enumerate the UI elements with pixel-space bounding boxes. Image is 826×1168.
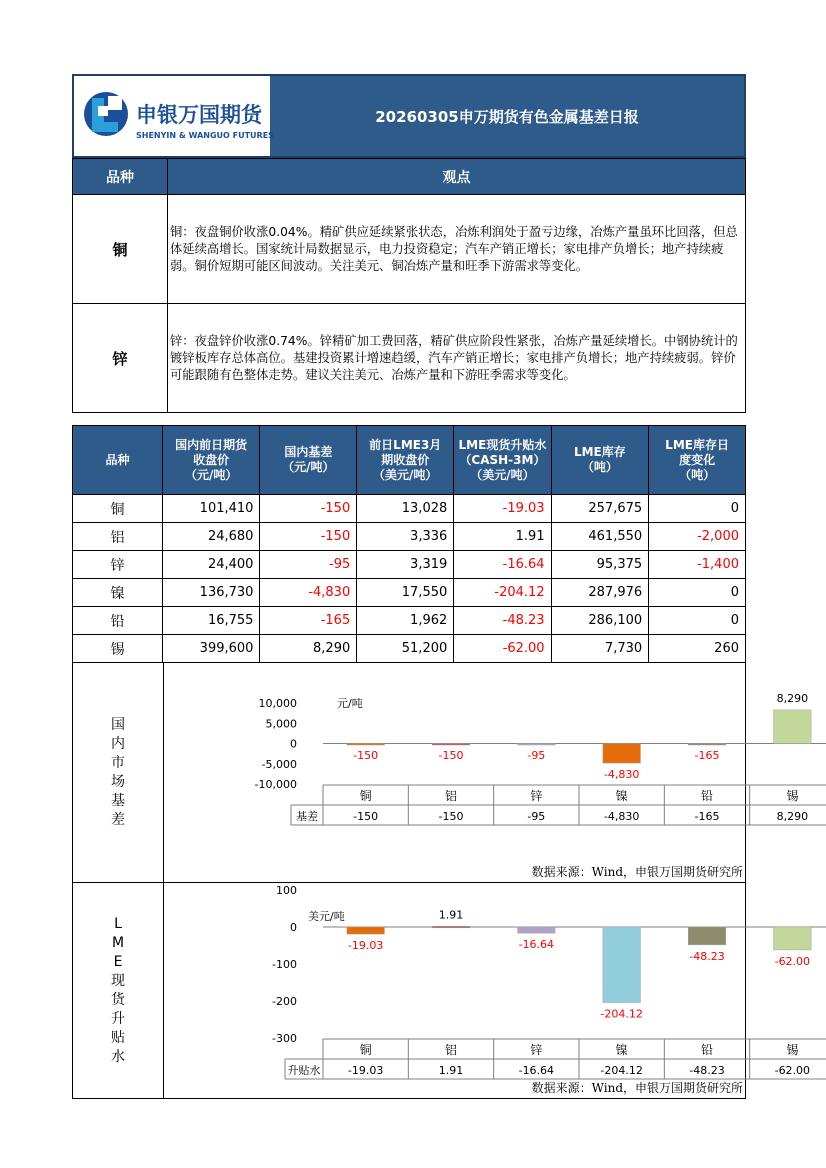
variety-cell: 镍: [73, 579, 163, 607]
spread-cell: -19.03: [454, 495, 551, 523]
domestic-basis-chart: [164, 663, 809, 883]
y-tick-label: -10,000: [254, 778, 297, 791]
category-label: 镍: [615, 789, 628, 803]
data-source-note: 数据来源：Wind，申银万国期货研究所: [531, 865, 743, 879]
views-text: 铜：夜盘铜价收涨0.04%。精矿供应延续紧张状态，冶炼利润处于盈亏边缘，冶炼产量虽环比回落，但总体延续高增长。国家统计局数据显示，电力投资稳定；汽车产销正增长；家电排产负增长；地产持续疲弱。铜价短期可能区间波动。关注美元、铜冶炼产量和旺季下游需求等变化。: [168, 195, 746, 304]
basis-cell: -165: [260, 607, 357, 635]
table-value: -150: [438, 810, 464, 823]
category-label: 铝: [444, 789, 458, 803]
y-tick-label: -100: [272, 958, 297, 971]
change-cell: 260: [649, 635, 746, 663]
data-source-note: 数据来源：Wind，申银万国期货研究所: [531, 1081, 743, 1095]
logo-mark-icon: [74, 76, 274, 156]
logo-en-text: SHENYIN & WANGUO FUTURES: [136, 131, 274, 140]
series-name-label: 基差: [296, 810, 318, 823]
variety-cell: 铅: [73, 607, 163, 635]
lme3m-cell: 17,550: [357, 579, 454, 607]
category-label: 铝: [444, 1043, 458, 1057]
price-data-table: [72, 425, 746, 663]
close-cell: 101,410: [162, 495, 260, 523]
bar-镍: [603, 927, 641, 1003]
category-label: 锡: [786, 1043, 799, 1057]
change-cell: 0: [649, 579, 746, 607]
variety-cell: 锌: [73, 551, 163, 579]
table-value: -62.00: [774, 1064, 811, 1077]
report-sheet: [72, 74, 811, 1099]
variety-cell: 铜: [73, 495, 163, 523]
y-tick-label: -200: [272, 995, 297, 1008]
table-value: -150: [353, 810, 379, 823]
table-value: -16.64: [518, 1064, 555, 1077]
y-tick-label: 0: [290, 921, 297, 934]
table-header-cell: LME现货升贴水 （CASH-3M） （美元/吨）: [454, 426, 551, 495]
y-axis-unit: 美元/吨: [308, 909, 345, 923]
bar-铜: [347, 744, 385, 746]
table-header-cell: 国内前日期货 收盘价 （元/吨）: [162, 426, 260, 495]
category-label: 镍: [615, 1043, 628, 1057]
data-label: -165: [694, 749, 720, 763]
y-tick-label: 5,000: [265, 717, 297, 731]
close-cell: 24,680: [162, 523, 260, 551]
spread-cell: -62.00: [454, 635, 551, 663]
data-label: -16.64: [518, 938, 555, 952]
basis-cell: 8,290: [260, 635, 357, 663]
views-text: 锌：夜盘锌价收涨0.74%。锌精矿加工费回落，精矿供应阶段性紧张，冶炼产量延续增长。中钢协统计的镀锌板库存总体高位。基建投资累计增速趋缓，汽车产销正增长；家电排产负增长；地产持续疲弱。锌价可能跟随有色整体走势。建议关注美元、冶炼产量和下游旺季需求等变化。: [168, 304, 746, 413]
bar-镍: [603, 744, 641, 764]
logo-cn-text: 申银万国期货: [136, 103, 262, 127]
data-label: -204.12: [600, 1007, 643, 1021]
table-value: -48.23: [689, 1064, 725, 1077]
data-label: -95: [527, 748, 546, 762]
bar-铝: [432, 926, 470, 928]
spread-cell: 1.91: [454, 523, 551, 551]
data-label: -19.03: [347, 939, 384, 953]
table-value: -4,830: [603, 810, 640, 823]
lme3m-cell: 3,319: [357, 551, 454, 579]
table-value: 1.91: [438, 1064, 464, 1077]
table-header-cell: LME库存 （吨）: [551, 426, 649, 495]
basis-cell: -150: [260, 495, 357, 523]
change-cell: -1,400: [649, 551, 746, 579]
basis-cell: -95: [260, 551, 357, 579]
y-axis-unit: 元/吨: [337, 697, 363, 710]
y-tick-label: 0: [290, 737, 297, 751]
y-tick-label: -300: [272, 1032, 297, 1045]
y-tick-label: 10,000: [258, 697, 297, 710]
table-row: [73, 551, 746, 579]
data-label: -62.00: [774, 954, 811, 968]
stock-cell: 7,730: [551, 635, 649, 663]
close-cell: 24,400: [162, 551, 260, 579]
table-row: [73, 607, 746, 635]
data-label: -4,830: [603, 768, 640, 782]
report-title: 20260305申万期货有色金属基差日报: [375, 107, 639, 126]
category-label: 铜: [359, 789, 372, 803]
change-cell: 0: [649, 495, 746, 523]
views-table: [72, 158, 746, 413]
bar-锌: [518, 744, 556, 746]
bar-铝: [432, 744, 470, 746]
change-cell: -2,000: [649, 523, 746, 551]
category-label: 锌: [530, 1043, 543, 1057]
bar-锌: [518, 927, 556, 933]
basis-cell: -150: [260, 523, 357, 551]
close-cell: 136,730: [162, 579, 260, 607]
domestic-basis-section: [72, 663, 809, 883]
table-value: -19.03: [347, 1064, 384, 1077]
category-label: 铅: [700, 1043, 714, 1057]
category-label: 锡: [786, 789, 799, 803]
views-header-variety: 品种: [73, 159, 168, 195]
company-logo: [74, 76, 274, 156]
table-row: [73, 495, 746, 523]
data-label: 8,290: [776, 691, 809, 705]
y-tick-label: -5,000: [261, 757, 297, 771]
report-header: [72, 74, 746, 158]
table-value: -204.12: [600, 1064, 643, 1077]
variety-cell: 铝: [73, 523, 163, 551]
spread-cell: -48.23: [454, 607, 551, 635]
table-value: -95: [527, 810, 546, 823]
lme3m-cell: 51,200: [357, 635, 454, 663]
category-label: 锌: [530, 789, 543, 803]
lme-spread-section: [72, 883, 811, 1099]
spread-cell: -16.64: [454, 551, 551, 579]
close-cell: 399,600: [162, 635, 260, 663]
bar-锡: [774, 710, 812, 744]
views-header-view: 观点: [168, 159, 746, 195]
table-row: [73, 635, 746, 663]
close-cell: 16,755: [162, 607, 260, 635]
data-label: -48.23: [689, 949, 725, 963]
stock-cell: 287,976: [551, 579, 649, 607]
domestic-basis-label: 国 内 市 场 基 差: [111, 716, 125, 828]
views-variety: 铜: [73, 195, 168, 304]
lme3m-cell: 13,028: [357, 495, 454, 523]
table-row: [73, 579, 746, 607]
category-label: 铅: [700, 789, 714, 803]
variety-cell: 锡: [73, 635, 163, 663]
table-row: [73, 523, 746, 551]
bar-锡: [774, 927, 812, 950]
lme-spread-label: L M E 现 货 升 贴 水: [111, 915, 125, 1065]
data-label: -150: [353, 749, 379, 763]
lme3m-cell: 3,336: [357, 523, 454, 551]
views-variety: 锌: [73, 304, 168, 413]
stock-cell: 257,675: [551, 495, 649, 523]
stock-cell: 286,100: [551, 607, 649, 635]
y-tick-label: 100: [276, 884, 297, 897]
table-value: 8,290: [776, 810, 809, 823]
spread-cell: -204.12: [454, 579, 551, 607]
bar-铅: [688, 744, 726, 746]
views-row-copper: [73, 195, 746, 304]
data-label: -150: [438, 749, 464, 763]
basis-cell: -4,830: [260, 579, 357, 607]
lme3m-cell: 1,962: [357, 607, 454, 635]
table-value: -165: [694, 810, 720, 823]
bar-铅: [688, 927, 726, 945]
stock-cell: 95,375: [551, 551, 649, 579]
bar-铜: [347, 927, 385, 934]
views-row-zinc: [73, 304, 746, 413]
change-cell: 0: [649, 607, 746, 635]
category-label: 铜: [359, 1043, 372, 1057]
lme-spread-chart: [164, 883, 811, 1099]
table-header-cell: 前日LME3月 期收盘价 （美元/吨）: [357, 426, 454, 495]
table-header-cell: LME库存日 度变化 （吨）: [649, 426, 746, 495]
stock-cell: 461,550: [551, 523, 649, 551]
table-header-cell: 国内基差 （元/吨）: [260, 426, 357, 495]
series-name-label: 升贴水: [287, 1064, 321, 1077]
data-label: 1.91: [438, 908, 464, 922]
table-header-cell: 品种: [73, 426, 163, 495]
